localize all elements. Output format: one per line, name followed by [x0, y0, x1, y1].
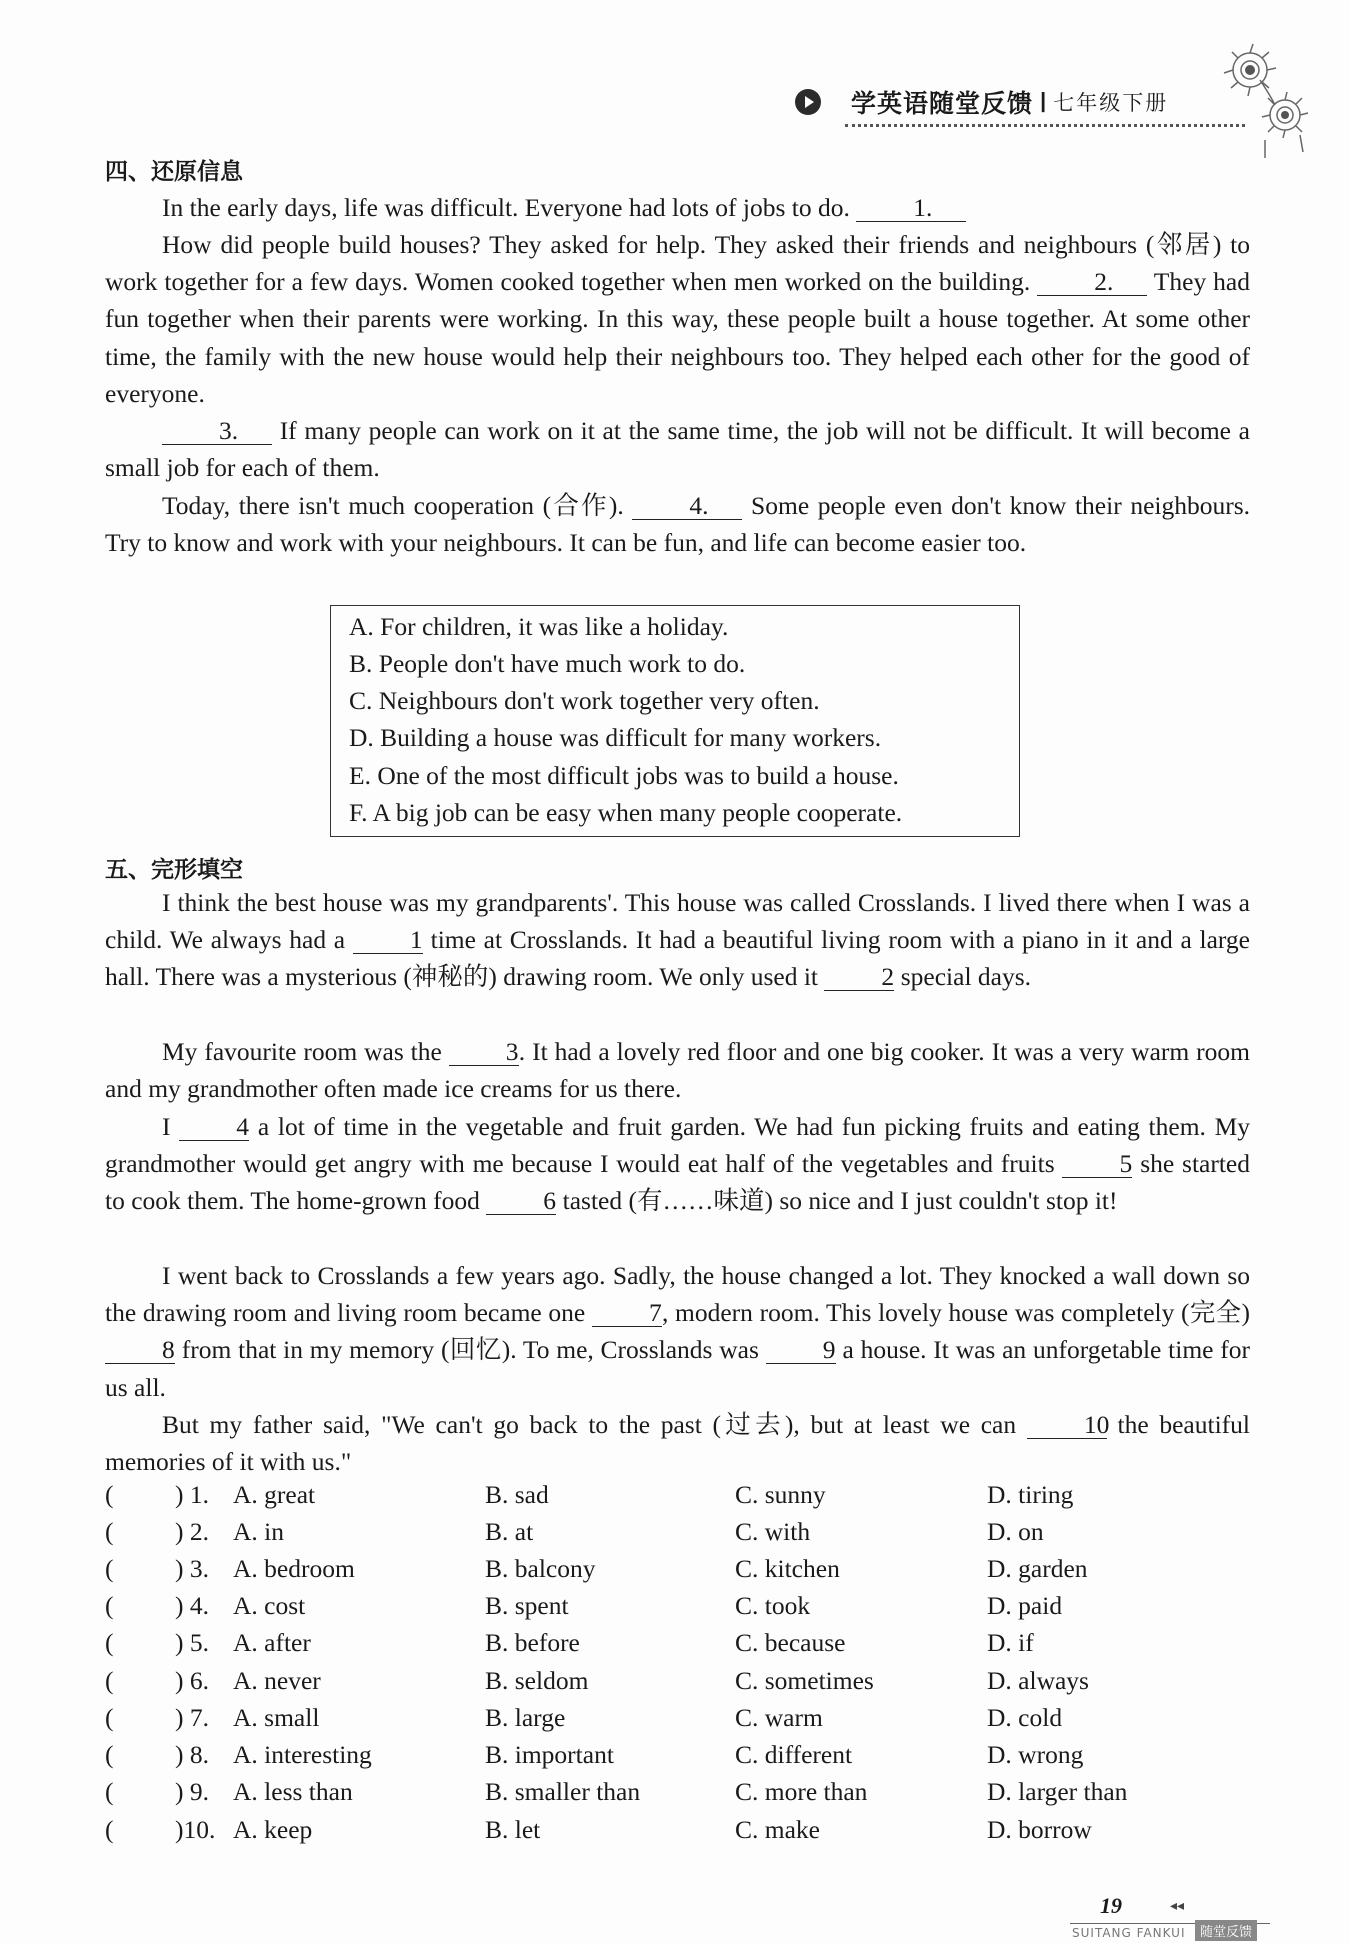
paragraph-text: I — [162, 1112, 171, 1141]
question-row-2 — [105, 1517, 1255, 1554]
paragraph-text: time at Crosslands. It had a beautiful living room with a piano in it and a large hall. There was a mysterious (神秘的) drawing room. We only used it — [105, 925, 1250, 992]
paragraph-text: They had fun together when their parents were working. In this way, these people built a house together. At some other time, the family with the new house would help their neighbours too. They helped each other for the good of everyone. — [105, 267, 1250, 408]
blank-1[interactable]: 1. — [856, 195, 966, 222]
answer-paren[interactable]: ( — [105, 1480, 114, 1509]
choice-b[interactable]: B. large — [485, 1703, 566, 1732]
option-f: F. A big job can be easy when many people cooperate. — [349, 798, 903, 827]
choice-d[interactable]: D. if — [987, 1628, 1034, 1657]
cloze-blank-2[interactable]: 2 — [824, 964, 894, 991]
question-number: ) 5. — [175, 1628, 209, 1657]
choice-b[interactable]: B. balcony — [485, 1554, 596, 1583]
cloze-blank-4[interactable]: 4 — [179, 1114, 249, 1141]
choice-a[interactable]: A. less than — [233, 1777, 353, 1806]
paragraph-text: But my father said, "We can't go back to the past (过去), but at least we can — [162, 1410, 1017, 1439]
choice-b[interactable]: B. spent — [485, 1591, 569, 1620]
cloze-blank-10[interactable]: 10 — [1027, 1412, 1107, 1439]
cloze-blank-8[interactable]: 8 — [105, 1337, 175, 1364]
section-5-paragraph-3 — [105, 1108, 1250, 1220]
choice-c[interactable]: C. different — [735, 1740, 853, 1769]
options-box — [330, 605, 1020, 837]
question-row-6 — [105, 1666, 1255, 1703]
choice-a[interactable]: A. interesting — [233, 1740, 372, 1769]
book-title: 学英语随堂反馈 — [851, 89, 1034, 118]
question-number: )10. — [175, 1815, 216, 1844]
cloze-blank-7[interactable]: 7 — [592, 1300, 662, 1327]
choice-c[interactable]: C. took — [735, 1591, 811, 1620]
section-4-paragraph-2 — [105, 226, 1250, 412]
cloze-blank-1[interactable]: 1 — [353, 927, 423, 954]
question-number: ) 6. — [175, 1666, 209, 1695]
answer-paren[interactable]: ( — [105, 1740, 114, 1769]
paragraph-text: , modern room. This lovely house was completely (完全) — [661, 1298, 1250, 1328]
choice-d[interactable]: D. always — [987, 1666, 1089, 1695]
question-number: ) 7. — [175, 1703, 209, 1732]
section-5-heading: 五、完形填空 — [105, 857, 243, 883]
paragraph-text: I think the best house was my grandparents'. This house was called Crosslands. I lived there when I was a child. We always had a — [105, 888, 1250, 955]
question-number: ) 4. — [175, 1591, 209, 1620]
header-dotted-rule — [845, 124, 1245, 127]
option-d: D. Building a house was difficult for many workers. — [349, 723, 882, 752]
paragraph-text: a lot of time in the vegetable and fruit garden. We had fun picking fruits and eating them. My grandmother would get angry with me because I would eat half of the vegetables and fruits — [105, 1112, 1251, 1179]
section-4-heading: 四、还原信息 — [105, 159, 243, 185]
option-c: C. Neighbours don't work together very often. — [349, 686, 820, 715]
question-row-9 — [105, 1777, 1255, 1814]
question-number: ) 2. — [175, 1517, 209, 1546]
blank-3[interactable]: 3. — [162, 418, 272, 445]
answer-paren[interactable]: ( — [105, 1628, 114, 1657]
choice-a[interactable]: A. bedroom — [233, 1554, 355, 1583]
choice-a[interactable]: A. cost — [233, 1591, 306, 1620]
paragraph-text: Some people even don't know their neighbours. Try to know and work with your neighbours. It can be fun, and life can become easier too. — [105, 491, 1251, 558]
choice-c[interactable]: C. because — [735, 1628, 846, 1657]
question-number: ) 8. — [175, 1740, 209, 1769]
question-row-5 — [105, 1628, 1255, 1665]
section-4-paragraph-4 — [105, 487, 1250, 561]
choice-a[interactable]: A. small — [233, 1703, 320, 1732]
choice-a[interactable]: A. after — [233, 1628, 311, 1657]
choice-b[interactable]: B. important — [485, 1740, 614, 1769]
choice-d[interactable]: D. larger than — [987, 1777, 1128, 1806]
choice-d[interactable]: D. paid — [987, 1591, 1063, 1620]
question-row-8 — [105, 1740, 1255, 1777]
paragraph-text: My favourite room was the — [162, 1037, 442, 1066]
blank-4[interactable]: 4. — [632, 493, 742, 520]
footer-brand-en: SUITANG FANKUI — [1072, 1926, 1186, 1940]
choice-c[interactable]: C. sunny — [735, 1480, 826, 1509]
choice-a[interactable]: A. in — [233, 1517, 284, 1546]
question-row-1 — [105, 1480, 1255, 1517]
question-number: ) 9. — [175, 1777, 209, 1806]
answer-paren[interactable]: ( — [105, 1591, 114, 1620]
choice-a[interactable]: A. keep — [233, 1815, 313, 1844]
question-row-7 — [105, 1703, 1255, 1740]
answer-paren[interactable]: ( — [105, 1554, 114, 1583]
choice-d[interactable]: D. on — [987, 1517, 1044, 1546]
answer-paren[interactable]: ( — [105, 1666, 114, 1695]
option-a: A. For children, it was like a holiday. — [349, 612, 729, 641]
footer-brand-badge: 随堂反馈 — [1195, 1920, 1257, 1941]
paragraph-text: . It had a lovely red floor and one big cooker. It was a very warm room and my grandmother often made ice creams for us there. — [105, 1037, 1250, 1104]
question-number: ) 1. — [175, 1480, 209, 1509]
choice-d[interactable]: D. tiring — [987, 1480, 1074, 1509]
paragraph-text: tasted (有……味道) so nice and I just couldn't stop it! — [562, 1186, 1118, 1216]
choice-a[interactable]: A. never — [233, 1666, 321, 1695]
page-number: 19 — [1100, 1893, 1122, 1918]
cloze-blank-9[interactable]: 9 — [766, 1337, 836, 1364]
choice-b[interactable]: B. before — [485, 1628, 580, 1657]
page-header — [795, 82, 1168, 122]
paragraph-text: from that in my memory (回忆). To me, Crosslands was — [181, 1335, 759, 1365]
cloze-blank-3[interactable]: 3 — [449, 1039, 519, 1066]
question-number: ) 3. — [175, 1554, 209, 1583]
paragraph-text: In the early days, life was difficult. Everyone had lots of jobs to do. — [162, 193, 850, 222]
blank-2[interactable]: 2. — [1037, 269, 1147, 296]
paragraph-text: a house. It was an unforgetable time for us all. — [105, 1335, 1251, 1402]
paragraph-text: How did people build houses? They asked for help. They asked their friends and neighbours (邻居) to work together for a few days. Women cooked together when men worked on the building. — [105, 230, 1250, 297]
cloze-blank-5[interactable]: 5 — [1062, 1151, 1132, 1178]
back-arrow-icon: ◂◂ — [1170, 1898, 1185, 1914]
choice-d[interactable]: D. garden — [987, 1554, 1088, 1583]
section-5-paragraph-2 — [105, 1033, 1250, 1107]
choice-c[interactable]: C. kitchen — [735, 1554, 840, 1583]
section-5-paragraph-4 — [105, 1257, 1250, 1406]
paragraph-text: she started to cook them. The home-grown food — [105, 1149, 1250, 1216]
choice-b[interactable]: B. at — [485, 1517, 534, 1546]
play-icon — [795, 89, 821, 115]
choice-d[interactable]: D. cold — [987, 1703, 1063, 1732]
choice-c[interactable]: C. warm — [735, 1703, 823, 1732]
paragraph-text: the beautiful memories of it with us." — [105, 1410, 1250, 1477]
book-subtitle: 七年级下册 — [1053, 91, 1169, 115]
section-5-paragraph-5 — [105, 1406, 1250, 1480]
choice-b[interactable]: B. let — [485, 1815, 541, 1844]
choice-c[interactable]: C. with — [735, 1517, 811, 1546]
section-5-paragraph-1 — [105, 884, 1250, 996]
choice-d[interactable]: D. borrow — [987, 1815, 1092, 1844]
choice-b[interactable]: B. smaller than — [485, 1777, 641, 1806]
choice-c[interactable]: C. more than — [735, 1777, 868, 1806]
paragraph-text: I went back to Crosslands a few years ago. Sadly, the house changed a lot. They knocked a wall down so the drawing room and living room became one — [105, 1261, 1250, 1328]
choice-b[interactable]: B. sad — [485, 1480, 549, 1509]
answer-paren[interactable]: ( — [105, 1703, 114, 1732]
choice-c[interactable]: C. sometimes — [735, 1666, 874, 1695]
choice-a[interactable]: A. great — [233, 1480, 316, 1509]
section-4-paragraph-3 — [105, 412, 1250, 486]
choice-d[interactable]: D. wrong — [987, 1740, 1084, 1769]
answer-paren[interactable]: ( — [105, 1517, 114, 1546]
paragraph-text: Today, there isn't much cooperation (合作). — [162, 491, 624, 520]
answer-paren[interactable]: ( — [105, 1815, 114, 1844]
sunflower-decoration-icon — [1215, 40, 1315, 160]
option-e: E. One of the most difficult jobs was to build a house. — [349, 761, 899, 790]
question-row-10 — [105, 1815, 1255, 1852]
cloze-blank-6[interactable]: 6 — [486, 1188, 556, 1215]
paragraph-text: special days. — [900, 962, 1032, 992]
choice-b[interactable]: B. seldom — [485, 1666, 589, 1695]
title-separator: I — [1039, 85, 1048, 119]
section-4-paragraph-1 — [105, 189, 1250, 226]
choice-c[interactable]: C. make — [735, 1815, 820, 1844]
paragraph-text: If many people can work on it at the same time, the job will not be difficult. It will become a small job for each of them. — [105, 416, 1251, 483]
question-row-3 — [105, 1554, 1255, 1591]
question-row-4 — [105, 1591, 1255, 1628]
option-b: B. People don't have much work to do. — [349, 649, 746, 678]
answer-paren[interactable]: ( — [105, 1777, 114, 1806]
